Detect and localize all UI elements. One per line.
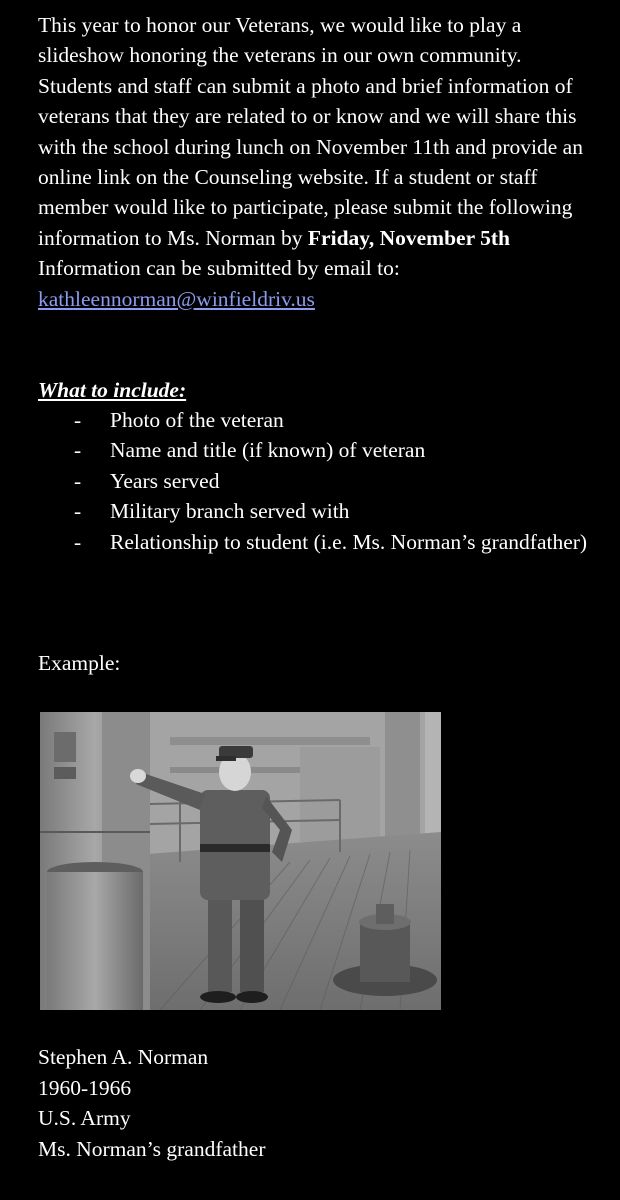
list-item: - Relationship to student (i.e. Ms. Norman’s grandfather) (38, 527, 598, 557)
years-served: 1960-1966 (38, 1075, 132, 1100)
dash-bullet: - (74, 499, 82, 524)
dash-bullet: - (74, 438, 82, 463)
list-item: - Photo of the veteran (38, 405, 598, 435)
dash-bullet: - (74, 468, 82, 493)
deadline-text: Friday, November 5th (307, 225, 510, 250)
photo-caption (38, 1042, 265, 1164)
veteran-name: Stephen A. Norman (38, 1045, 209, 1069)
veteran-photo-drawing (40, 712, 441, 1010)
relationship: Ms. Norman’s grandfather (38, 1136, 266, 1161)
list-item: - Military branch served with (38, 496, 598, 526)
example-label: Example: (38, 651, 121, 675)
dash-bullet: - (74, 529, 82, 554)
include-list (38, 405, 598, 557)
intro-paragraph (38, 10, 598, 314)
email-link[interactable]: kathleennorman@winfieldriv.us (38, 286, 315, 311)
list-item: - Name and title (if known) of veteran (38, 435, 598, 465)
what-to-include-heading: What to include: (38, 378, 187, 402)
dash-bullet: - (74, 408, 82, 432)
email-prompt: Information can be submitted by email to: (38, 256, 400, 281)
list-item: - Years served (38, 466, 598, 496)
intro-text: This year to honor our Veterans, we would like to play a slideshow honoring the veterans in our own community. Students and staff can submit a photo and brief information of veterans that they are related to or know and we will share this with the school during lunch on November 11th and provide an online link on the Counseling website. If a student or staff member would like to participate, please submit the following information to Ms. Norman by (38, 13, 583, 250)
veteran-photo (40, 712, 441, 1010)
military-branch: U.S. Army (38, 1106, 131, 1131)
